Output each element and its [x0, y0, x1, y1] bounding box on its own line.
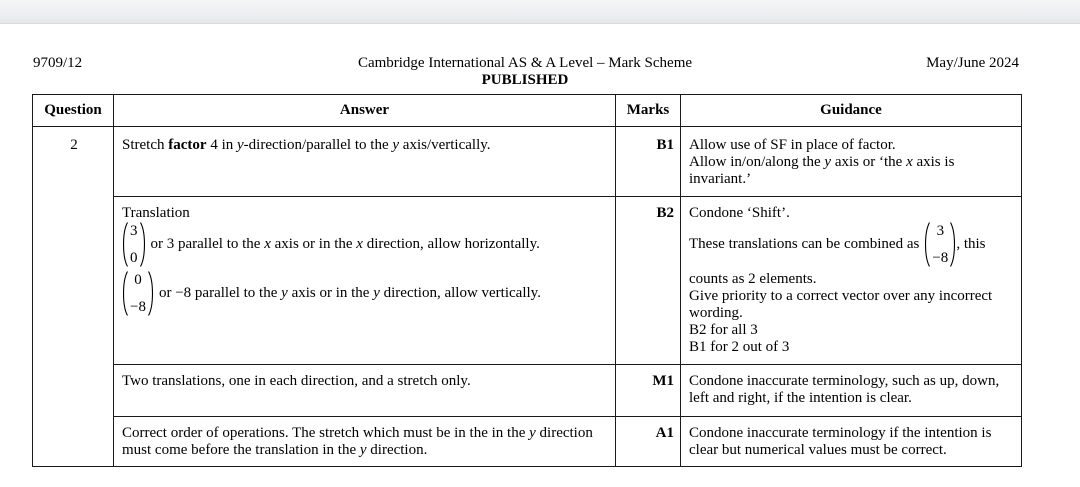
answer-text: or 3 parallel to the [150, 236, 265, 252]
guidance-cell [681, 197, 1022, 365]
answer-cell [114, 127, 616, 197]
guidance-text: left and right, if the intention is clear. [689, 390, 912, 406]
italic-variable: y [392, 137, 400, 153]
table-row [33, 417, 1022, 467]
answer-title: Translation [122, 205, 190, 221]
answer-vector-line [122, 222, 609, 267]
italic-variable: y [373, 285, 380, 301]
question-number: 2 [70, 137, 78, 153]
answer-text-line [151, 236, 540, 253]
column-header-question: Question [33, 95, 114, 127]
mark-code: B1 [656, 137, 674, 153]
vector-top-value: 3 [936, 223, 945, 239]
column-header-marks: Marks [616, 95, 681, 127]
guidance-text: axis is [912, 154, 955, 170]
answer-text: axis or in the [270, 236, 357, 252]
vector-bottom-value: −8 [130, 299, 146, 315]
guidance-vector-line [689, 222, 1015, 267]
mark-scheme-table [32, 94, 1022, 467]
guidance-text: Allow use of SF in place of factor. [689, 137, 896, 153]
guidance-line: B2 for all 3 [689, 322, 758, 338]
guidance-cell [681, 417, 1022, 467]
italic-variable: x [906, 154, 913, 170]
vector-components [930, 222, 950, 267]
mark-code: M1 [652, 373, 674, 389]
table-row [33, 365, 1022, 417]
table-row [33, 127, 1022, 197]
guidance-line: wording. [689, 305, 743, 321]
column-vector [924, 222, 956, 267]
vector-components [128, 271, 148, 316]
paper-code: 9709/12 [33, 55, 83, 71]
answer-text: -direction/parallel to the [243, 137, 393, 153]
answer-text: 4 in [206, 137, 237, 153]
guidance-text: clear but numerical values must be correct. [689, 442, 947, 458]
column-header-guidance: Guidance [681, 95, 1022, 127]
table-row [33, 197, 1022, 365]
guidance-line [689, 390, 1015, 407]
table-header-row [33, 95, 1022, 127]
viewer-top-strip [0, 0, 1080, 24]
guidance-line [689, 425, 1015, 442]
column-vector [122, 222, 146, 267]
exam-session: May/June 2024 [926, 55, 1019, 71]
answer-text: axis or in the [287, 285, 374, 301]
vector-right-paren [148, 271, 154, 316]
question-cell [33, 127, 114, 467]
guidance-cell [681, 365, 1022, 417]
guidance-text: Allow in/on/along the [689, 154, 825, 170]
document-status: PUBLISHED [481, 72, 569, 88]
mark-code: A1 [655, 425, 674, 441]
italic-variable: y [529, 425, 536, 441]
answer-text: direction, allow vertically. [379, 285, 541, 301]
guidance-line [689, 373, 1015, 390]
italic-variable: y [824, 154, 832, 170]
answer-cell [114, 417, 616, 467]
answer-text: or −8 parallel to the [158, 285, 282, 301]
answer-line [122, 205, 609, 222]
answer-cell [114, 365, 616, 417]
guidance-text: axis or ‘the [831, 154, 907, 170]
guidance-text: , this [956, 236, 986, 252]
guidance-line: B1 for 2 out of 3 [689, 339, 790, 355]
guidance-text: Condone inaccurate terminology, such as up, down, [689, 373, 1000, 389]
vector-top-value: 0 [134, 272, 142, 288]
italic-variable: x [264, 236, 271, 252]
document-title: Cambridge International AS & A Level – Mark Scheme [357, 55, 693, 71]
answer-text: direction, allow horizontally. [362, 236, 540, 252]
answer-line [122, 442, 609, 459]
italic-variable: y [281, 285, 288, 301]
answer-text: Two translations, one in each direction, and a stretch only. [122, 373, 471, 389]
guidance-line [689, 442, 1015, 459]
marks-cell [616, 417, 681, 467]
guidance-line [689, 171, 1015, 188]
guidance-text: These translations can be combined as [689, 236, 920, 252]
guidance-cell [681, 127, 1022, 197]
answer-cell [114, 197, 616, 365]
answer-line [122, 137, 609, 154]
marks-cell [616, 197, 681, 365]
answer-vector-line [122, 271, 609, 316]
guidance-line [689, 154, 1015, 171]
vector-top-value: 3 [130, 223, 138, 239]
vector-right-paren [140, 222, 146, 267]
guidance-text: Condone ‘Shift’. [689, 205, 790, 221]
answer-text: Correct order of operations. The stretch which must be in the in the [122, 425, 530, 441]
answer-text: direction [535, 425, 593, 441]
mark-code: B2 [656, 205, 674, 221]
guidance-line: Give priority to a correct vector over any incorrect [689, 288, 993, 304]
column-header-answer: Answer [114, 95, 616, 127]
marks-cell [616, 365, 681, 417]
answer-text: Stretch [122, 137, 169, 153]
column-vector [122, 271, 154, 316]
italic-variable: x [356, 236, 363, 252]
answer-text: axis/vertically. [399, 137, 491, 153]
answer-line [122, 373, 609, 390]
answer-text-line [159, 285, 541, 302]
answer-text: direction. [366, 442, 428, 458]
answer-text: must come before the translation in the [122, 442, 360, 458]
vector-bottom-value: −8 [932, 250, 949, 266]
italic-variable: y [359, 442, 367, 458]
guidance-text: invariant.’ [689, 171, 752, 187]
answer-line [122, 425, 609, 442]
guidance-line [689, 137, 1015, 154]
vector-components [128, 222, 140, 267]
bold-keyword: factor [168, 137, 207, 153]
italic-variable: y [236, 137, 244, 153]
guidance-text: Condone inaccurate terminology if the intention is [689, 425, 992, 441]
guidance-line [689, 205, 1015, 222]
marks-cell [616, 127, 681, 197]
vector-bottom-value: 0 [130, 250, 138, 266]
guidance-line: counts as 2 elements. [689, 271, 817, 287]
